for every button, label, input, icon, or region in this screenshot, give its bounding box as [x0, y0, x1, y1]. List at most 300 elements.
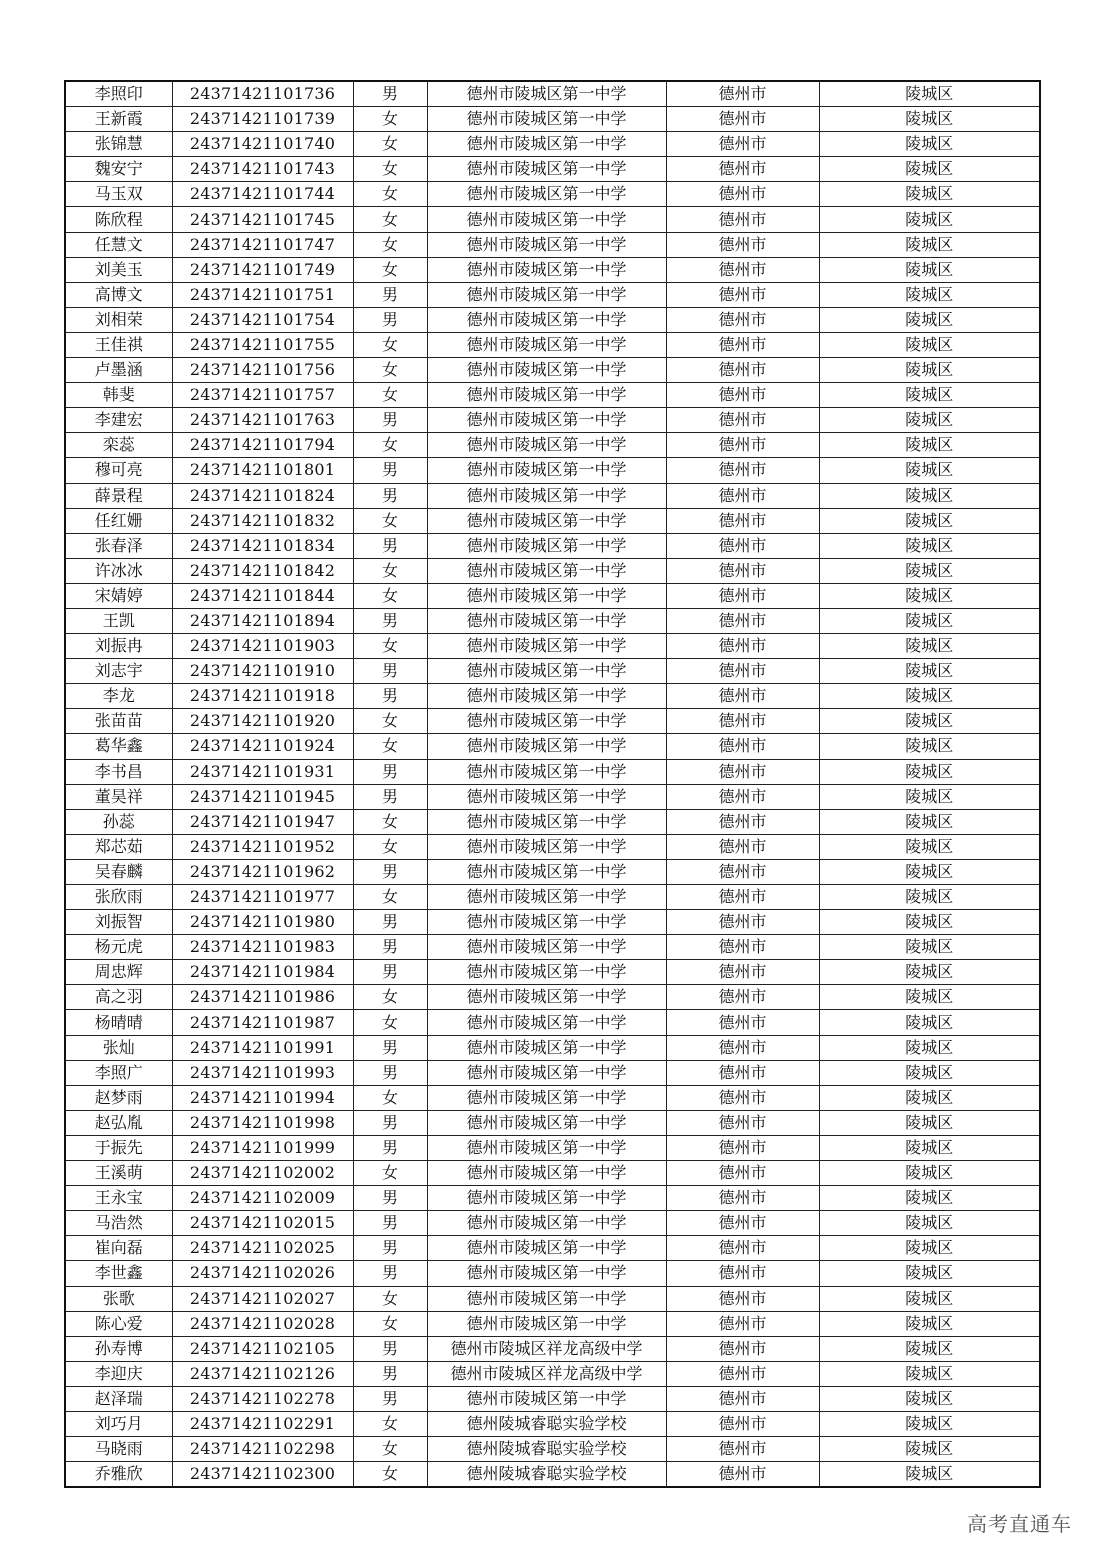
school-cell: 德州市陵城区第一中学: [427, 834, 666, 859]
district-cell: 陵城区: [819, 1211, 1040, 1236]
exam-id-cell: 24371421101947: [172, 809, 353, 834]
school-cell: 德州市陵城区第一中学: [427, 107, 666, 132]
city-cell: 德州市: [666, 1135, 819, 1160]
exam-id-cell: 24371421101945: [172, 784, 353, 809]
name-cell: 马晓雨: [65, 1437, 172, 1462]
exam-id-cell: 24371421101744: [172, 182, 353, 207]
school-cell: 德州市陵城区第一中学: [427, 182, 666, 207]
gender-cell: 女: [353, 734, 427, 759]
gender-cell: 男: [353, 483, 427, 508]
exam-id-cell: 24371421101952: [172, 834, 353, 859]
exam-id-cell: 24371421101824: [172, 483, 353, 508]
name-cell: 葛华鑫: [65, 734, 172, 759]
exam-id-cell: 24371421101739: [172, 107, 353, 132]
exam-id-cell: 24371421101736: [172, 81, 353, 107]
district-cell: 陵城区: [819, 508, 1040, 533]
exam-id-cell: 24371421101910: [172, 659, 353, 684]
gender-cell: 男: [353, 81, 427, 107]
name-cell: 王永宝: [65, 1186, 172, 1211]
school-cell: 德州市陵城区第一中学: [427, 684, 666, 709]
table-row: [65, 809, 1040, 834]
school-cell: 德州市陵城区第一中学: [427, 332, 666, 357]
school-cell: 德州市陵城区第一中学: [427, 759, 666, 784]
gender-cell: 女: [353, 257, 427, 282]
city-cell: 德州市: [666, 985, 819, 1010]
name-cell: 王新霞: [65, 107, 172, 132]
gender-cell: 男: [353, 1186, 427, 1211]
name-cell: 栾蕊: [65, 433, 172, 458]
district-cell: 陵城区: [819, 859, 1040, 884]
city-cell: 德州市: [666, 433, 819, 458]
district-cell: 陵城区: [819, 433, 1040, 458]
school-cell: 德州市陵城区第一中学: [427, 483, 666, 508]
table-row: [65, 182, 1040, 207]
school-cell: 德州市陵城区第一中学: [427, 1161, 666, 1186]
gender-cell: 男: [353, 1211, 427, 1236]
gender-cell: 女: [353, 1411, 427, 1436]
name-cell: 杨晴晴: [65, 1010, 172, 1035]
name-cell: 刘相荣: [65, 307, 172, 332]
city-cell: 德州市: [666, 1386, 819, 1411]
school-cell: 德州市陵城区第一中学: [427, 1035, 666, 1060]
gender-cell: 男: [353, 408, 427, 433]
exam-id-cell: 24371421101832: [172, 508, 353, 533]
school-cell: 德州市陵城区第一中学: [427, 1135, 666, 1160]
table-row: [65, 759, 1040, 784]
district-cell: 陵城区: [819, 358, 1040, 383]
exam-id-cell: 24371421101924: [172, 734, 353, 759]
exam-id-cell: 24371421101986: [172, 985, 353, 1010]
city-cell: 德州市: [666, 558, 819, 583]
district-cell: 陵城区: [819, 257, 1040, 282]
name-cell: 赵梦雨: [65, 1085, 172, 1110]
gender-cell: 女: [353, 583, 427, 608]
city-cell: 德州市: [666, 1060, 819, 1085]
city-cell: 德州市: [666, 935, 819, 960]
exam-id-cell: 24371421101980: [172, 910, 353, 935]
table-row: [65, 332, 1040, 357]
district-cell: 陵城区: [819, 483, 1040, 508]
table-row: [65, 282, 1040, 307]
name-cell: 陈欣程: [65, 207, 172, 232]
table-row: [65, 608, 1040, 633]
school-cell: 德州市陵城区第一中学: [427, 960, 666, 985]
name-cell: 崔向磊: [65, 1236, 172, 1261]
name-cell: 周忠辉: [65, 960, 172, 985]
district-cell: 陵城区: [819, 759, 1040, 784]
table-row: [65, 132, 1040, 157]
district-cell: 陵城区: [819, 960, 1040, 985]
city-cell: 德州市: [666, 107, 819, 132]
student-roster-table: [64, 80, 1041, 1488]
district-cell: 陵城区: [819, 634, 1040, 659]
name-cell: 张春泽: [65, 533, 172, 558]
name-cell: 孙寿博: [65, 1336, 172, 1361]
name-cell: 孙蕊: [65, 809, 172, 834]
name-cell: 陈心爱: [65, 1311, 172, 1336]
district-cell: 陵城区: [819, 608, 1040, 633]
name-cell: 卢墨涵: [65, 358, 172, 383]
gender-cell: 男: [353, 935, 427, 960]
city-cell: 德州市: [666, 1261, 819, 1286]
table-row: [65, 1186, 1040, 1211]
district-cell: 陵城区: [819, 985, 1040, 1010]
exam-id-cell: 24371421101801: [172, 458, 353, 483]
city-cell: 德州市: [666, 182, 819, 207]
exam-id-cell: 24371421102015: [172, 1211, 353, 1236]
city-cell: 德州市: [666, 1161, 819, 1186]
city-cell: 德州市: [666, 232, 819, 257]
city-cell: 德州市: [666, 1211, 819, 1236]
school-cell: 德州市陵城区第一中学: [427, 1211, 666, 1236]
district-cell: 陵城区: [819, 709, 1040, 734]
district-cell: 陵城区: [819, 1186, 1040, 1211]
name-cell: 刘美玉: [65, 257, 172, 282]
gender-cell: 男: [353, 1135, 427, 1160]
school-cell: 德州市陵城区第一中学: [427, 859, 666, 884]
table-row: [65, 659, 1040, 684]
school-cell: 德州市陵城区第一中学: [427, 458, 666, 483]
roster-body: [65, 81, 1040, 1487]
exam-id-cell: 24371421101757: [172, 383, 353, 408]
city-cell: 德州市: [666, 659, 819, 684]
city-cell: 德州市: [666, 809, 819, 834]
name-cell: 王佳祺: [65, 332, 172, 357]
school-cell: 德州市陵城区第一中学: [427, 132, 666, 157]
school-cell: 德州市陵城区第一中学: [427, 910, 666, 935]
name-cell: 许冰冰: [65, 558, 172, 583]
city-cell: 德州市: [666, 307, 819, 332]
city-cell: 德州市: [666, 1236, 819, 1261]
name-cell: 穆可亮: [65, 458, 172, 483]
name-cell: 李书昌: [65, 759, 172, 784]
city-cell: 德州市: [666, 483, 819, 508]
gender-cell: 女: [353, 1161, 427, 1186]
exam-id-cell: 24371421101755: [172, 332, 353, 357]
school-cell: 德州市陵城区第一中学: [427, 1085, 666, 1110]
district-cell: 陵城区: [819, 558, 1040, 583]
gender-cell: 男: [353, 533, 427, 558]
gender-cell: 女: [353, 132, 427, 157]
school-cell: 德州市陵城区第一中学: [427, 634, 666, 659]
exam-id-cell: 24371421101749: [172, 257, 353, 282]
name-cell: 任慧文: [65, 232, 172, 257]
gender-cell: 男: [353, 307, 427, 332]
exam-id-cell: 24371421101751: [172, 282, 353, 307]
name-cell: 李迎庆: [65, 1361, 172, 1386]
table-row: [65, 885, 1040, 910]
exam-id-cell: 24371421102025: [172, 1236, 353, 1261]
district-cell: 陵城区: [819, 834, 1040, 859]
district-cell: 陵城区: [819, 1411, 1040, 1436]
table-row: [65, 1035, 1040, 1060]
gender-cell: 男: [353, 960, 427, 985]
exam-id-cell: 24371421101987: [172, 1010, 353, 1035]
district-cell: 陵城区: [819, 1462, 1040, 1488]
school-cell: 德州市陵城区第一中学: [427, 1386, 666, 1411]
exam-id-cell: 24371421101740: [172, 132, 353, 157]
exam-id-cell: 24371421101763: [172, 408, 353, 433]
exam-id-cell: 24371421102009: [172, 1186, 353, 1211]
district-cell: 陵城区: [819, 1311, 1040, 1336]
city-cell: 德州市: [666, 885, 819, 910]
name-cell: 吴春麟: [65, 859, 172, 884]
table-row: [65, 1286, 1040, 1311]
exam-id-cell: 24371421102028: [172, 1311, 353, 1336]
table-row: [65, 1060, 1040, 1085]
exam-id-cell: 24371421101834: [172, 533, 353, 558]
city-cell: 德州市: [666, 1010, 819, 1035]
school-cell: 德州市陵城区第一中学: [427, 1060, 666, 1085]
district-cell: 陵城区: [819, 1336, 1040, 1361]
city-cell: 德州市: [666, 1286, 819, 1311]
exam-id-cell: 24371421102027: [172, 1286, 353, 1311]
gender-cell: 男: [353, 458, 427, 483]
table-row: [65, 257, 1040, 282]
gender-cell: 女: [353, 1085, 427, 1110]
gender-cell: 女: [353, 634, 427, 659]
table-row: [65, 634, 1040, 659]
gender-cell: 女: [353, 332, 427, 357]
name-cell: 魏安宁: [65, 157, 172, 182]
name-cell: 韩斐: [65, 383, 172, 408]
city-cell: 德州市: [666, 81, 819, 107]
school-cell: 德州市陵城区第一中学: [427, 885, 666, 910]
exam-id-cell: 24371421101991: [172, 1035, 353, 1060]
school-cell: 德州市陵城区第一中学: [427, 207, 666, 232]
gender-cell: 男: [353, 784, 427, 809]
school-cell: 德州市陵城区第一中学: [427, 709, 666, 734]
table-row: [65, 307, 1040, 332]
name-cell: 赵弘胤: [65, 1110, 172, 1135]
district-cell: 陵城区: [819, 1085, 1040, 1110]
table-row: [65, 1336, 1040, 1361]
district-cell: 陵城区: [819, 935, 1040, 960]
district-cell: 陵城区: [819, 1060, 1040, 1085]
table-row: [65, 408, 1040, 433]
name-cell: 李照印: [65, 81, 172, 107]
city-cell: 德州市: [666, 533, 819, 558]
gender-cell: 女: [353, 985, 427, 1010]
city-cell: 德州市: [666, 734, 819, 759]
district-cell: 陵城区: [819, 734, 1040, 759]
exam-id-cell: 24371421102026: [172, 1261, 353, 1286]
district-cell: 陵城区: [819, 458, 1040, 483]
district-cell: 陵城区: [819, 533, 1040, 558]
district-cell: 陵城区: [819, 157, 1040, 182]
school-cell: 德州市陵城区第一中学: [427, 1311, 666, 1336]
city-cell: 德州市: [666, 408, 819, 433]
school-cell: 德州市陵城区第一中学: [427, 985, 666, 1010]
table-row: [65, 107, 1040, 132]
exam-id-cell: 24371421101994: [172, 1085, 353, 1110]
table-row: [65, 1110, 1040, 1135]
city-cell: 德州市: [666, 1186, 819, 1211]
exam-id-cell: 24371421101747: [172, 232, 353, 257]
district-cell: 陵城区: [819, 408, 1040, 433]
gender-cell: 女: [353, 107, 427, 132]
name-cell: 张锦慧: [65, 132, 172, 157]
gender-cell: 女: [353, 157, 427, 182]
school-cell: 德州市陵城区第一中学: [427, 1110, 666, 1135]
gender-cell: 女: [353, 809, 427, 834]
table-row: [65, 458, 1040, 483]
table-row: [65, 859, 1040, 884]
table-row: [65, 935, 1040, 960]
city-cell: 德州市: [666, 1437, 819, 1462]
name-cell: 张欣雨: [65, 885, 172, 910]
exam-id-cell: 24371421101754: [172, 307, 353, 332]
city-cell: 德州市: [666, 207, 819, 232]
exam-id-cell: 24371421101894: [172, 608, 353, 633]
district-cell: 陵城区: [819, 332, 1040, 357]
table-row: [65, 709, 1040, 734]
district-cell: 陵城区: [819, 81, 1040, 107]
school-cell: 德州市陵城区第一中学: [427, 1261, 666, 1286]
district-cell: 陵城区: [819, 1261, 1040, 1286]
school-cell: 德州市陵城区第一中学: [427, 608, 666, 633]
table-row: [65, 985, 1040, 1010]
name-cell: 薛景程: [65, 483, 172, 508]
city-cell: 德州市: [666, 608, 819, 633]
exam-id-cell: 24371421101998: [172, 1110, 353, 1135]
table-row: [65, 834, 1040, 859]
table-row: [65, 1236, 1040, 1261]
name-cell: 张歌: [65, 1286, 172, 1311]
name-cell: 高博文: [65, 282, 172, 307]
district-cell: 陵城区: [819, 659, 1040, 684]
table-row: [65, 684, 1040, 709]
city-cell: 德州市: [666, 759, 819, 784]
district-cell: 陵城区: [819, 307, 1040, 332]
name-cell: 郑芯茹: [65, 834, 172, 859]
table-row: [65, 1411, 1040, 1436]
name-cell: 李建宏: [65, 408, 172, 433]
gender-cell: 女: [353, 1311, 427, 1336]
exam-id-cell: 24371421101903: [172, 634, 353, 659]
school-cell: 德州市陵城区祥龙高级中学: [427, 1336, 666, 1361]
city-cell: 德州市: [666, 583, 819, 608]
exam-id-cell: 24371421102278: [172, 1386, 353, 1411]
name-cell: 王凯: [65, 608, 172, 633]
city-cell: 德州市: [666, 634, 819, 659]
city-cell: 德州市: [666, 684, 819, 709]
table-row: [65, 358, 1040, 383]
exam-id-cell: 24371421102291: [172, 1411, 353, 1436]
table-row: [65, 558, 1040, 583]
exam-id-cell: 24371421101977: [172, 885, 353, 910]
school-cell: 德州市陵城区第一中学: [427, 659, 666, 684]
district-cell: 陵城区: [819, 1010, 1040, 1035]
table-row: [65, 910, 1040, 935]
district-cell: 陵城区: [819, 684, 1040, 709]
name-cell: 李世鑫: [65, 1261, 172, 1286]
name-cell: 马浩然: [65, 1211, 172, 1236]
table-row: [65, 1386, 1040, 1411]
name-cell: 于振先: [65, 1135, 172, 1160]
school-cell: 德州市陵城区第一中学: [427, 508, 666, 533]
gender-cell: 男: [353, 859, 427, 884]
school-cell: 德州市陵城区第一中学: [427, 81, 666, 107]
table-row: [65, 784, 1040, 809]
district-cell: 陵城区: [819, 383, 1040, 408]
city-cell: 德州市: [666, 1462, 819, 1488]
school-cell: 德州市陵城区第一中学: [427, 383, 666, 408]
exam-id-cell: 24371421102298: [172, 1437, 353, 1462]
table-row: [65, 433, 1040, 458]
city-cell: 德州市: [666, 859, 819, 884]
name-cell: 宋婧婷: [65, 583, 172, 608]
gender-cell: 女: [353, 182, 427, 207]
name-cell: 刘振冉: [65, 634, 172, 659]
table-row: [65, 81, 1040, 107]
name-cell: 刘志宇: [65, 659, 172, 684]
school-cell: 德州市陵城区祥龙高级中学: [427, 1361, 666, 1386]
name-cell: 刘巧月: [65, 1411, 172, 1436]
school-cell: 德州市陵城区第一中学: [427, 282, 666, 307]
city-cell: 德州市: [666, 358, 819, 383]
school-cell: 德州市陵城区第一中学: [427, 358, 666, 383]
table-row: [65, 583, 1040, 608]
school-cell: 德州市陵城区第一中学: [427, 433, 666, 458]
district-cell: 陵城区: [819, 583, 1040, 608]
city-cell: 德州市: [666, 282, 819, 307]
table-row: [65, 1361, 1040, 1386]
name-cell: 李龙: [65, 684, 172, 709]
city-cell: 德州市: [666, 1336, 819, 1361]
city-cell: 德州市: [666, 910, 819, 935]
gender-cell: 女: [353, 709, 427, 734]
city-cell: 德州市: [666, 784, 819, 809]
district-cell: 陵城区: [819, 1236, 1040, 1261]
exam-id-cell: 24371421102105: [172, 1336, 353, 1361]
gender-cell: 男: [353, 684, 427, 709]
gender-cell: 男: [353, 910, 427, 935]
gender-cell: 男: [353, 608, 427, 633]
gender-cell: 女: [353, 1462, 427, 1488]
table-row: [65, 960, 1040, 985]
school-cell: 德州市陵城区第一中学: [427, 734, 666, 759]
school-cell: 德州市陵城区第一中学: [427, 232, 666, 257]
exam-id-cell: 24371421102300: [172, 1462, 353, 1488]
gender-cell: 女: [353, 358, 427, 383]
gender-cell: 男: [353, 1336, 427, 1361]
exam-id-cell: 24371421102126: [172, 1361, 353, 1386]
exam-id-cell: 24371421101842: [172, 558, 353, 583]
district-cell: 陵城区: [819, 182, 1040, 207]
city-cell: 德州市: [666, 332, 819, 357]
district-cell: 陵城区: [819, 809, 1040, 834]
school-cell: 德州市陵城区第一中学: [427, 1236, 666, 1261]
gender-cell: 男: [353, 1110, 427, 1135]
exam-id-cell: 24371421101743: [172, 157, 353, 182]
exam-id-cell: 24371421101756: [172, 358, 353, 383]
city-cell: 德州市: [666, 383, 819, 408]
city-cell: 德州市: [666, 1110, 819, 1135]
table-row: [65, 1085, 1040, 1110]
table-row: [65, 1437, 1040, 1462]
table-row: [65, 383, 1040, 408]
table-row: [65, 483, 1040, 508]
district-cell: 陵城区: [819, 1035, 1040, 1060]
school-cell: 德州市陵城区第一中学: [427, 784, 666, 809]
exam-id-cell: 24371421101794: [172, 433, 353, 458]
district-cell: 陵城区: [819, 1135, 1040, 1160]
name-cell: 董昊祥: [65, 784, 172, 809]
school-cell: 德州陵城睿聪实验学校: [427, 1411, 666, 1436]
watermark-text: 高考直通车: [967, 1512, 1072, 1536]
exam-id-cell: 24371421102002: [172, 1161, 353, 1186]
